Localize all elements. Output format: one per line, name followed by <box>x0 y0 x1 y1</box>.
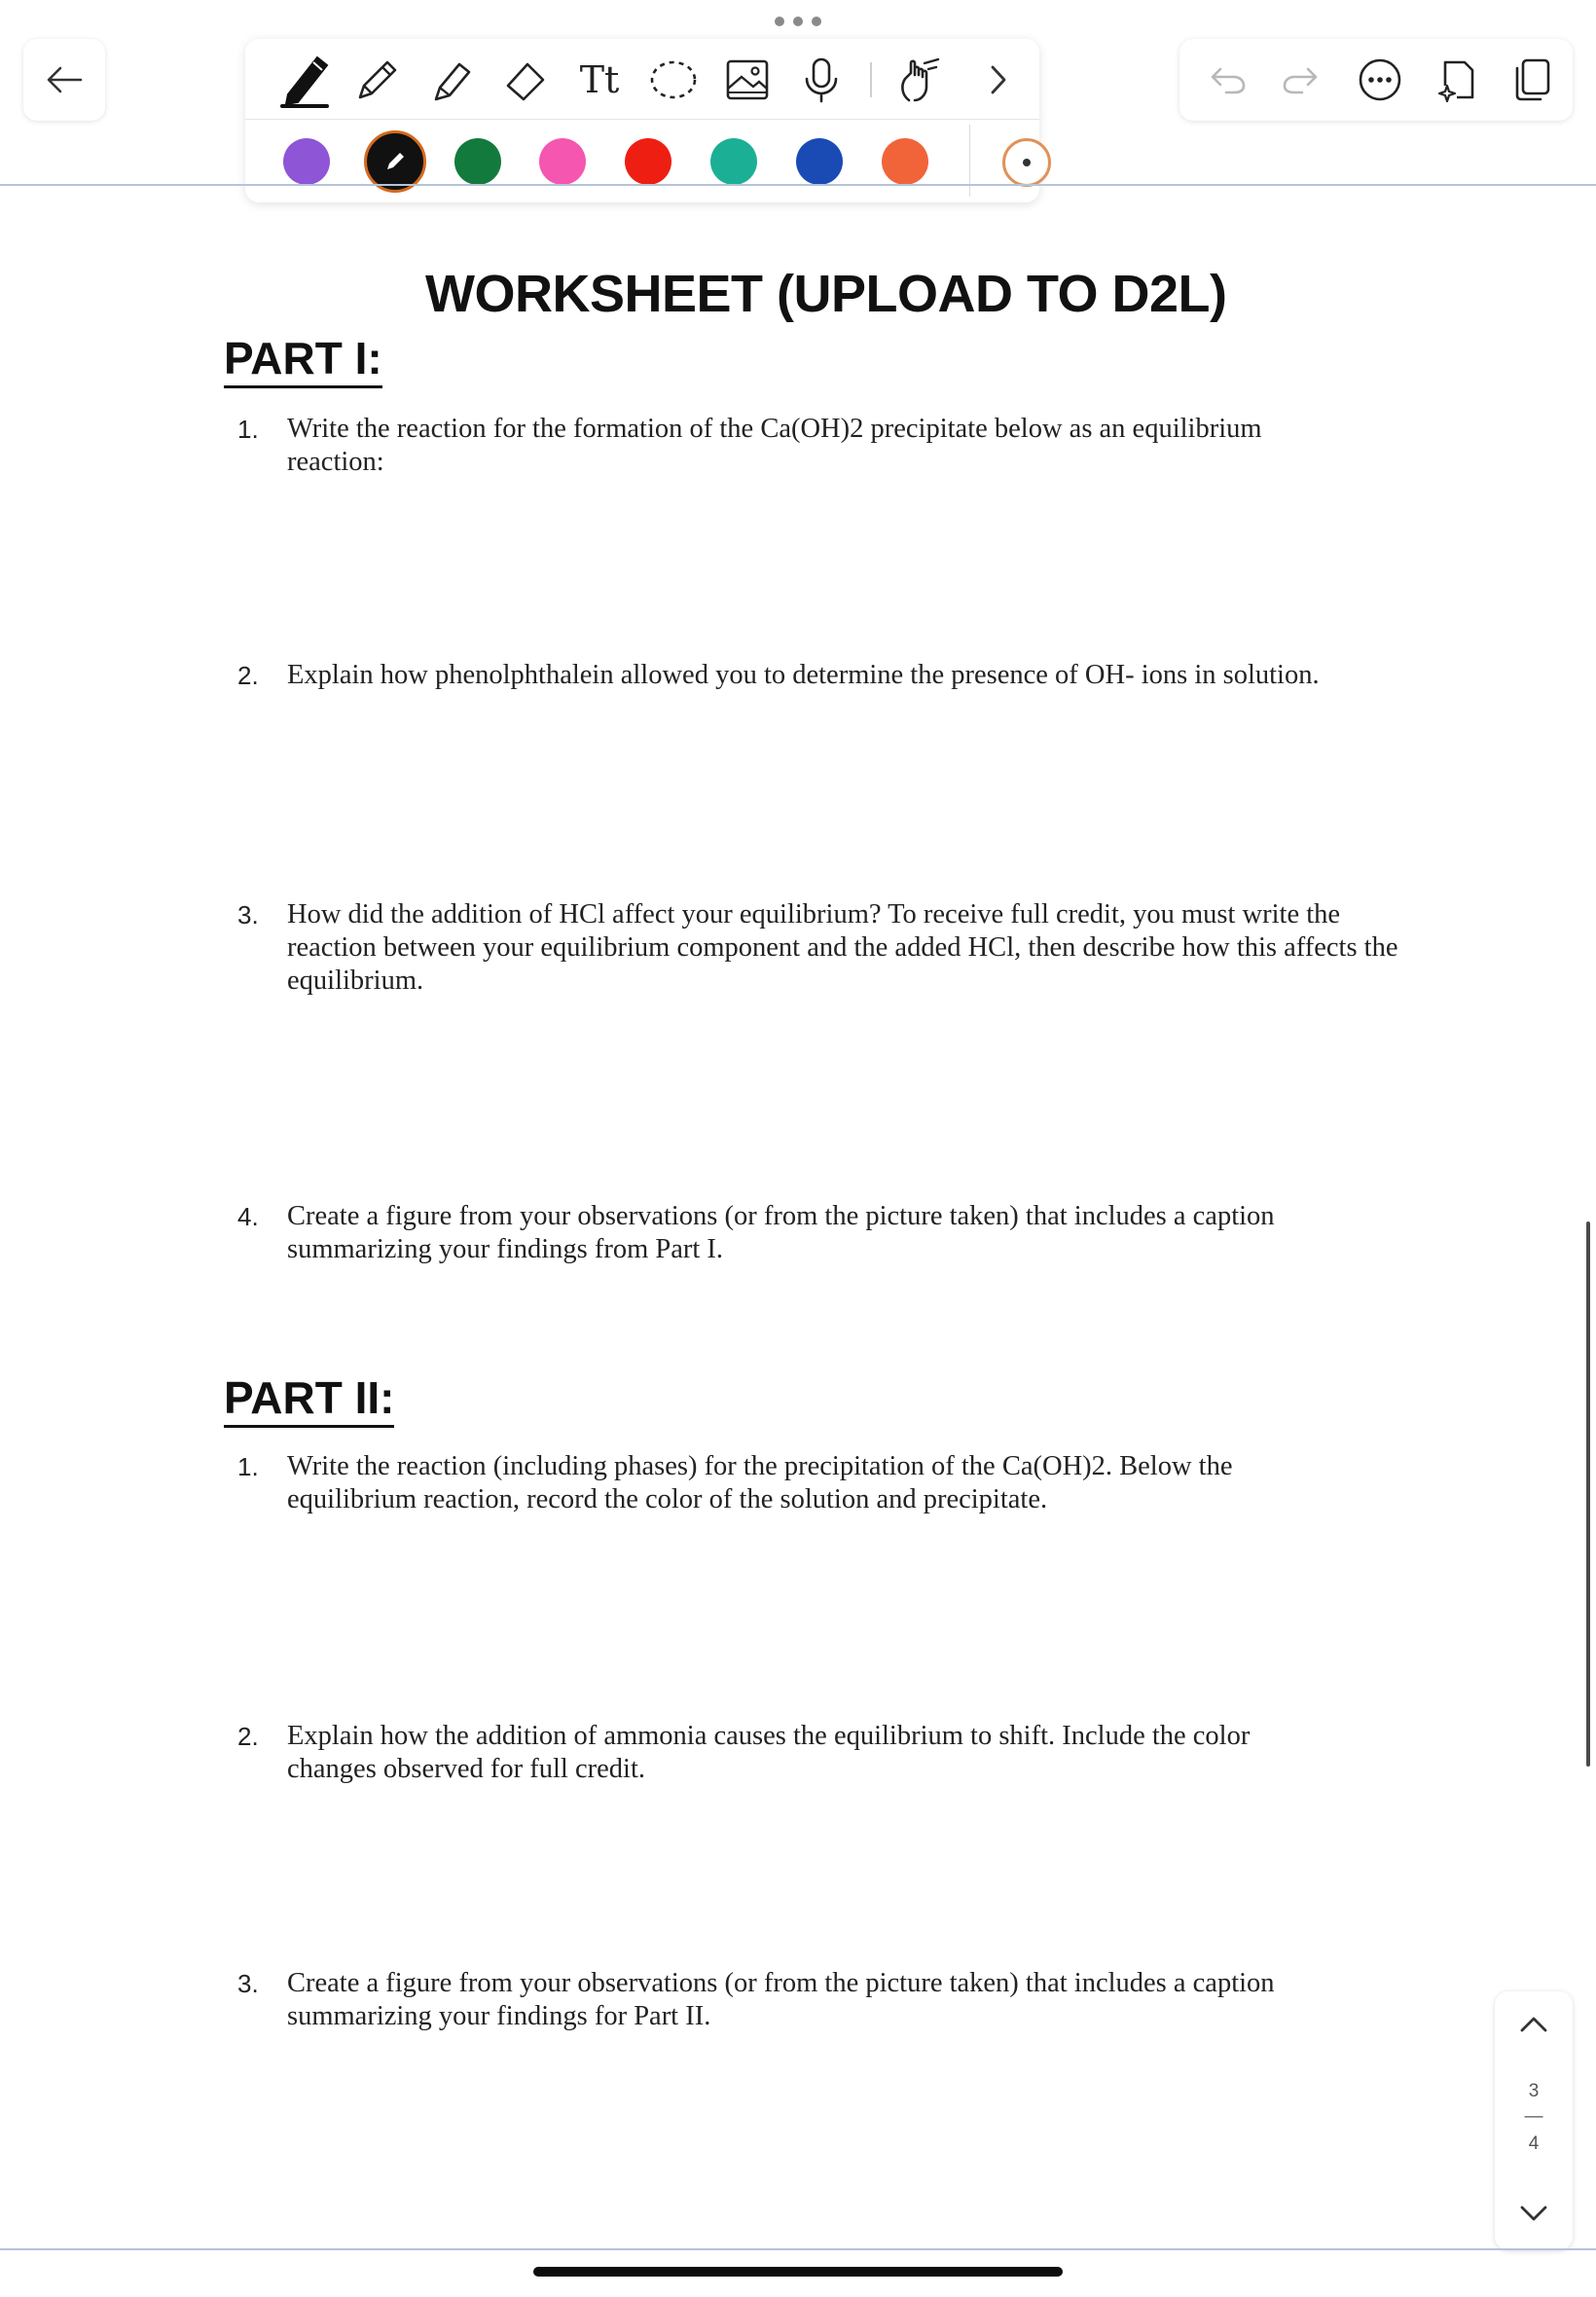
lasso-icon[interactable] <box>646 53 701 107</box>
color-swatch-blue[interactable] <box>796 138 843 185</box>
image-icon[interactable] <box>720 53 775 107</box>
question-text: Create a figure from your observations (or from the picture taken) that includes a caption summarizing your findings for Part II. <box>287 1968 1275 2031</box>
tool-separator <box>870 62 872 97</box>
vertical-scrollbar[interactable] <box>1586 1221 1590 1767</box>
question-text: Explain how the addition of ammonia causes the equilibrium to shift. Include the color changes observed for full credit. <box>287 1721 1251 1784</box>
color-swatch-red[interactable] <box>625 138 671 185</box>
highlighter-icon[interactable] <box>424 53 479 107</box>
pages-icon[interactable] <box>1505 53 1559 107</box>
color-swatch-purple[interactable] <box>283 138 330 185</box>
question-number: 3. <box>237 900 259 930</box>
eraser-icon[interactable] <box>498 53 553 107</box>
question-text: Create a figure from your observations (or from the picture taken) that includes a caption summarizing your findings from Part I. <box>287 1201 1275 1264</box>
current-page-number: 3 <box>1528 2081 1540 2101</box>
color-swatch-green[interactable] <box>454 138 501 185</box>
document-actions-bar <box>1179 39 1573 121</box>
chevron-down-icon[interactable] <box>1514 2202 1553 2230</box>
pencil-icon[interactable] <box>350 53 405 107</box>
text-tool-label: Tt <box>579 58 620 101</box>
ai-sparkle-icon[interactable] <box>1431 53 1485 107</box>
back-button[interactable] <box>23 39 105 121</box>
question-text: Write the reaction for the formation of the Ca(OH)2 precipitate below as an equilibrium reaction: <box>287 414 1262 477</box>
part-2-heading: PART II: <box>224 1372 394 1428</box>
more-icon[interactable] <box>1353 53 1407 107</box>
drawing-toolbar <box>245 39 1039 202</box>
question-number: 2. <box>237 661 259 690</box>
microphone-icon[interactable] <box>794 53 849 107</box>
question-text: Explain how phenolphthalein allowed you to determine the presence of OH- ions in solution. <box>287 660 1320 690</box>
color-swatch-orange[interactable] <box>882 138 928 185</box>
page-navigator <box>1495 1991 1573 2250</box>
home-indicator[interactable] <box>533 2267 1063 2277</box>
question-text: Write the reaction (including phases) for the precipitation of the Ca(OH)2. Below the equilibrium reaction, record the color of the solution and precipitate. <box>287 1451 1233 1514</box>
total-pages-number: 4 <box>1528 2133 1540 2154</box>
color-swatch-teal[interactable] <box>710 138 757 185</box>
undo-icon[interactable] <box>1201 53 1255 107</box>
question-number: 1. <box>237 415 259 444</box>
toolbar-grabber-icon[interactable] <box>775 17 821 28</box>
chevron-right-icon[interactable] <box>971 53 1026 107</box>
tools-row <box>245 39 1039 120</box>
page-top-border <box>0 184 1596 186</box>
question-number: 2. <box>237 1722 259 1751</box>
stroke-size-button[interactable] <box>1002 138 1051 187</box>
stroke-size-dot <box>1023 159 1031 166</box>
touch-draw-icon[interactable] <box>891 53 946 107</box>
worksheet-title: WORKSHEET (UPLOAD TO D2L) <box>425 265 1227 323</box>
question-number: 4. <box>237 1202 259 1231</box>
color-palette <box>245 119 1039 202</box>
question-text: How did the addition of HCl affect your equilibrium? To receive full credit, you must write the reaction between your equilibrium component and the added HCl, then describe how this affects the equilibrium. <box>287 899 1398 996</box>
question-number: 3. <box>237 1969 259 1998</box>
chevron-up-icon[interactable] <box>1514 2013 1553 2041</box>
pencil-edit-icon <box>383 150 407 173</box>
page-separator: — <box>1524 2106 1543 2127</box>
arrow-left-icon <box>46 65 83 94</box>
part-1-heading: PART I: <box>224 333 382 388</box>
color-swatch-pink[interactable] <box>539 138 586 185</box>
text-icon[interactable] <box>572 53 627 107</box>
question-number: 1. <box>237 1452 259 1481</box>
pen-icon[interactable] <box>278 53 333 107</box>
redo-icon[interactable] <box>1273 53 1327 107</box>
page-bottom-border <box>0 2248 1596 2250</box>
